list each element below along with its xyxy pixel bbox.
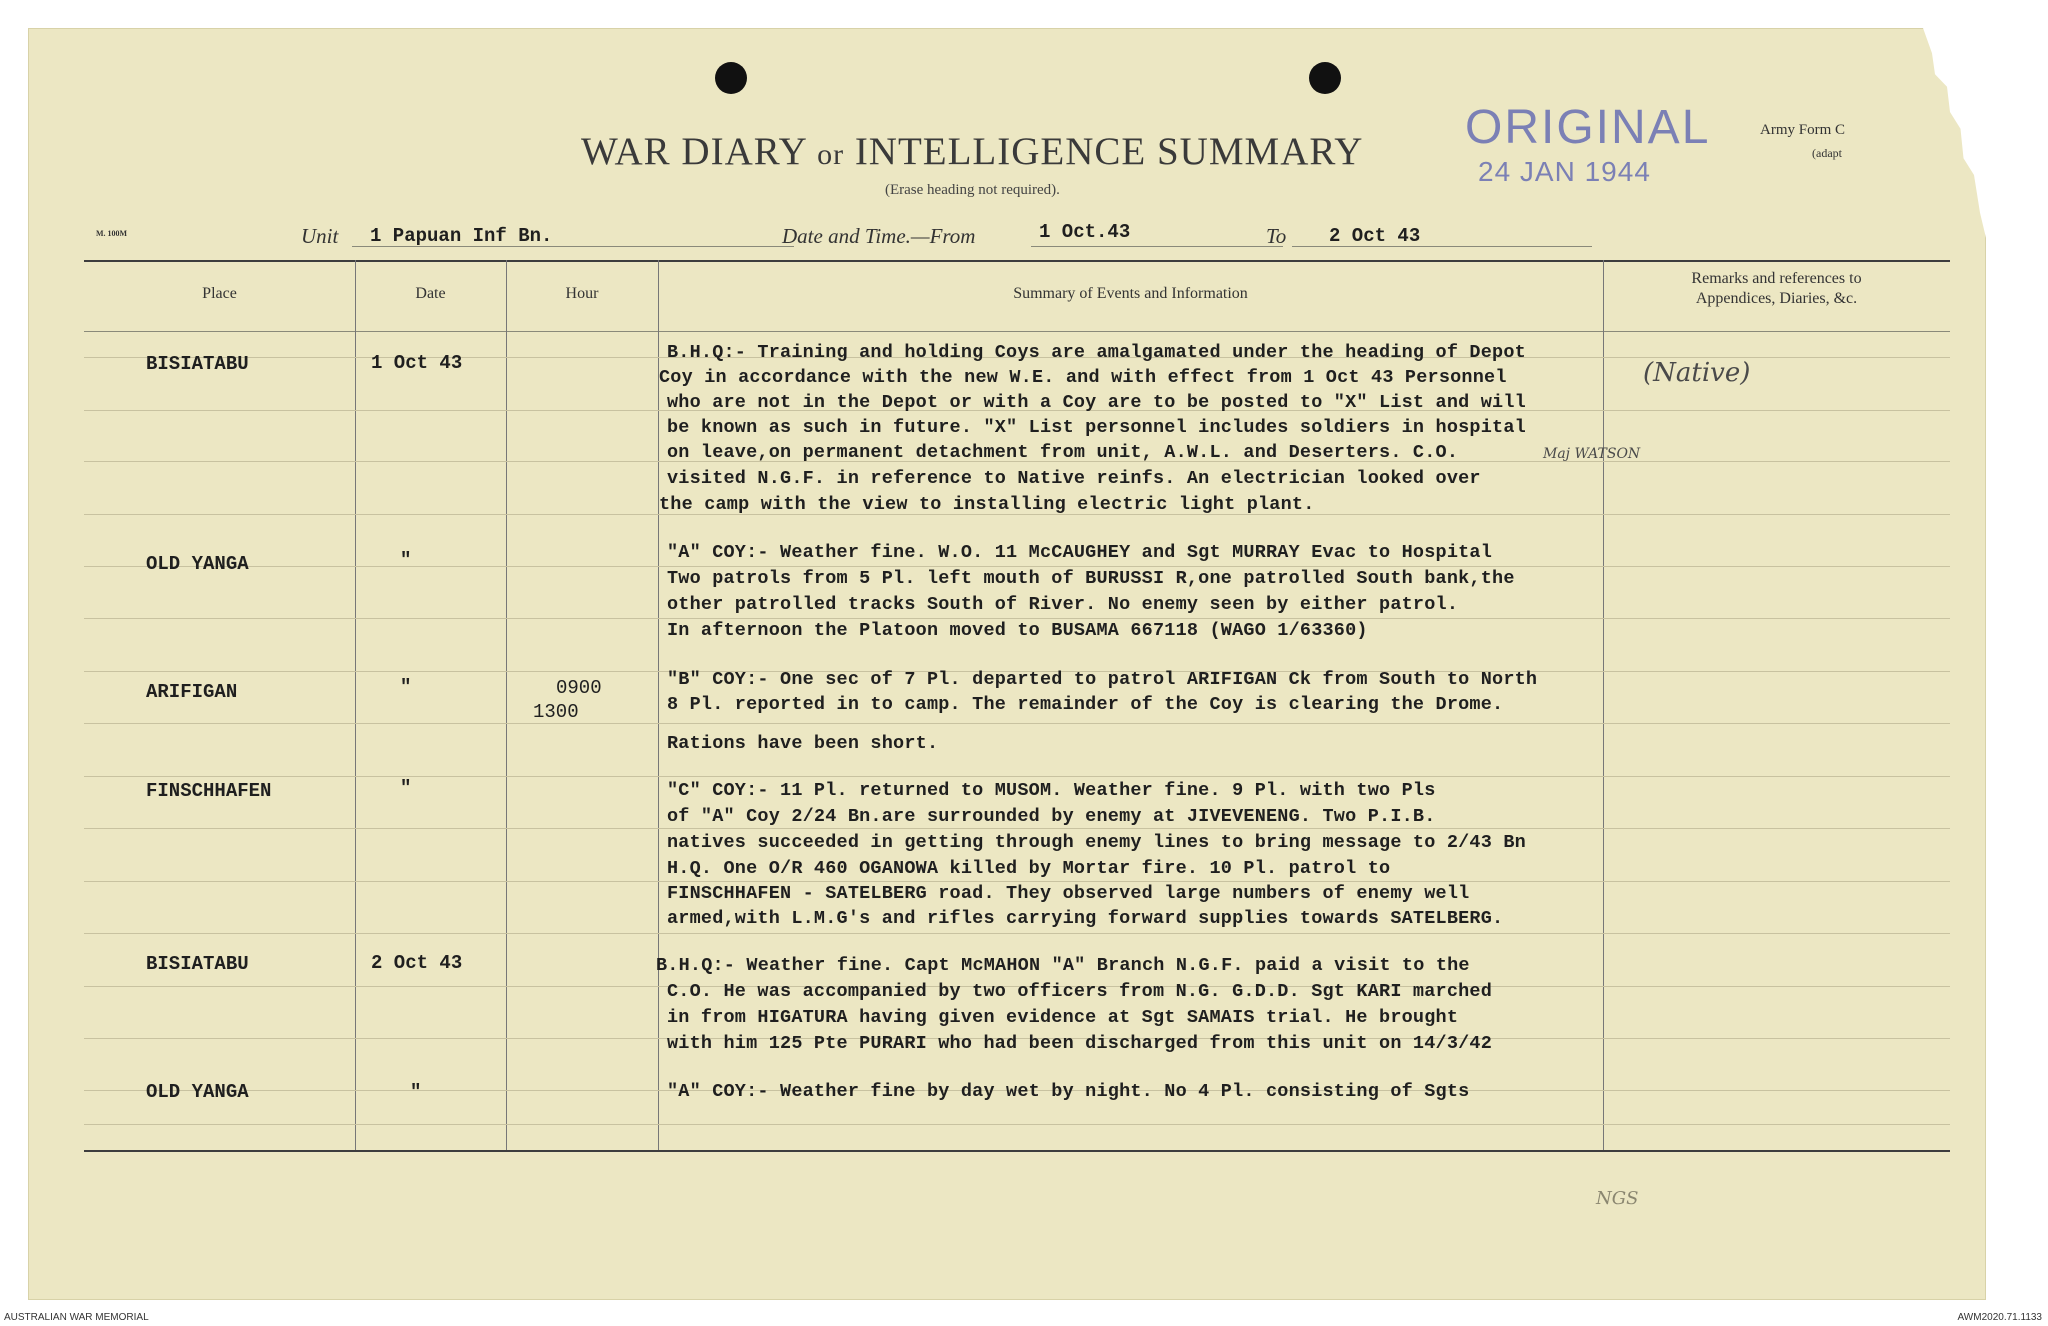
punch-hole-right	[1309, 62, 1341, 94]
date-from: 1 Oct.43	[1039, 221, 1131, 243]
entry-line: armed,with L.M.G's and rifles carrying forward supplies towards SATELBERG.	[667, 908, 1504, 929]
title-subtitle: (Erase heading not required).	[885, 182, 1060, 198]
entry-place: BISIATABU	[146, 353, 249, 375]
date-to: 2 Oct 43	[1329, 225, 1421, 247]
entry-line: "B" COY:- One sec of 7 Pl. departed to patrol ARIFIGAN Ck from South to North	[667, 669, 1538, 690]
entry-line: the camp with the view to installing electric light plant.	[659, 494, 1315, 515]
torn-corner	[1836, 28, 1986, 238]
entry-hour: 0900	[556, 677, 602, 699]
entry-place: BISIATABU	[146, 953, 249, 975]
form-code: M. 100M	[96, 229, 128, 238]
entry-line: "C" COY:- 11 Pl. returned to MUSOM. Weather fine. 9 Pl. with two Pls	[667, 780, 1436, 801]
entry-line: in from HIGATURA having given evidence at Sgt SAMAIS trial. He brought	[667, 1007, 1459, 1028]
stamp-date: 24 JAN 1944	[1478, 156, 1651, 187]
column-header-remarks-2: Appendices, Diaries, &c.	[1695, 290, 1858, 307]
column-header-summary: Summary of Events and Information	[1013, 285, 1248, 302]
margin-initials: NGS	[1596, 1188, 1639, 1209]
column-header-date: Date	[415, 285, 446, 302]
entry-line: Rations have been short.	[667, 733, 939, 754]
entry-place: FINSCHHAFEN	[146, 780, 272, 802]
entry-line: B.H.Q:- Weather fine. Capt McMAHON "A" Branch N.G.F. paid a visit to the	[656, 955, 1470, 976]
adapted-label: (adapt	[1812, 146, 1842, 160]
entry-line: be known as such in future. "X" List personnel includes soldiers in hospital	[667, 417, 1526, 438]
handwritten-annotation-co: Maj WATSON	[1543, 446, 1641, 462]
document-title	[581, 129, 1363, 174]
title-or: or	[817, 138, 845, 171]
entry-place: OLD YANGA	[146, 553, 249, 575]
entry-date: "	[400, 549, 412, 571]
entry-line: with him 125 Pte PURARI who had been discharged from this unit on 14/3/42	[667, 1033, 1493, 1054]
entry-line: 8 Pl. reported in to camp. The remainder of the Coy is clearing the Drome.	[667, 694, 1504, 715]
entry-hour-2: 1300	[533, 701, 579, 723]
entry-line: B.H.Q:- Training and holding Coys are amalgamated under the heading of Depot	[667, 342, 1526, 363]
war-diary-page	[28, 28, 1986, 1300]
title-part-1: WAR DIARY	[581, 130, 807, 173]
entry-place: OLD YANGA	[146, 1081, 249, 1103]
entry-place: ARIFIGAN	[146, 681, 238, 703]
entry-line: on leave,on permanent detachment from unit, A.W.L. and Deserters. C.O.	[667, 442, 1459, 463]
punch-hole-left	[715, 62, 747, 94]
entry-line: visited N.G.F. in reference to Native reinfs. An electrician looked over	[667, 468, 1481, 489]
credit-right: AWM2020.71.1133	[1957, 1312, 2042, 1323]
date-label: Date and Time.—From	[782, 224, 976, 248]
original-stamp: ORIGINAL	[1465, 101, 1711, 154]
entry-date: 2 Oct 43	[371, 952, 463, 974]
entry-line: "A" COY:- Weather fine by day wet by night. No 4 Pl. consisting of Sgts	[667, 1081, 1470, 1102]
handwritten-annotation: (Native)	[1643, 358, 1751, 388]
entry-line: H.Q. One O/R 460 OGANOWA killed by Mortar fire. 10 Pl. patrol to	[667, 858, 1391, 879]
to-label: To	[1266, 224, 1287, 248]
column-header-hour: Hour	[565, 285, 599, 302]
entry-line: Two patrols from 5 Pl. left mouth of BURUSSI R,one patrolled South bank,the	[667, 568, 1515, 589]
entry-line: C.O. He was accompanied by two officers from N.G. G.D.D. Sgt KARI marched	[667, 981, 1493, 1002]
entry-line: of "A" Coy 2/24 Bn.are surrounded by enemy at JIVEVENENG. Two P.I.B.	[667, 806, 1436, 827]
entry-line: "A" COY:- Weather fine. W.O. 11 McCAUGHEY and Sgt MURRAY Evac to Hospital	[667, 542, 1493, 563]
entry-line: other patrolled tracks South of River. No enemy seen by either patrol.	[667, 594, 1459, 615]
unit-label: Unit	[301, 224, 339, 248]
title-part-2: INTELLIGENCE SUMMARY	[854, 130, 1364, 173]
entry-date: "	[400, 676, 412, 698]
unit-value: 1 Papuan Inf Bn.	[370, 225, 553, 247]
entry-line: Coy in accordance with the new W.E. and with effect from 1 Oct 43 Personnel	[659, 367, 1507, 388]
entry-line: FINSCHHAFEN - SATELBERG road. They observed large numbers of enemy well	[667, 883, 1470, 904]
entry-date: "	[410, 1081, 422, 1103]
entry-date: "	[400, 777, 412, 799]
entry-line: In afternoon the Platoon moved to BUSAMA 667118 (WAGO 1/63360)	[667, 620, 1368, 641]
entry-line: who are not in the Depot or with a Coy are to be posted to "X" List and will	[667, 392, 1526, 413]
credit-left: AUSTRALIAN WAR MEMORIAL	[4, 1312, 149, 1323]
column-header-place: Place	[202, 285, 237, 302]
entry-line: natives succeeded in getting through enemy lines to bring message to 2/43 Bn	[667, 832, 1526, 853]
army-form-label: Army Form C	[1760, 122, 1846, 138]
entry-date: 1 Oct 43	[371, 352, 463, 374]
column-header-remarks-1: Remarks and references to	[1691, 270, 1862, 287]
